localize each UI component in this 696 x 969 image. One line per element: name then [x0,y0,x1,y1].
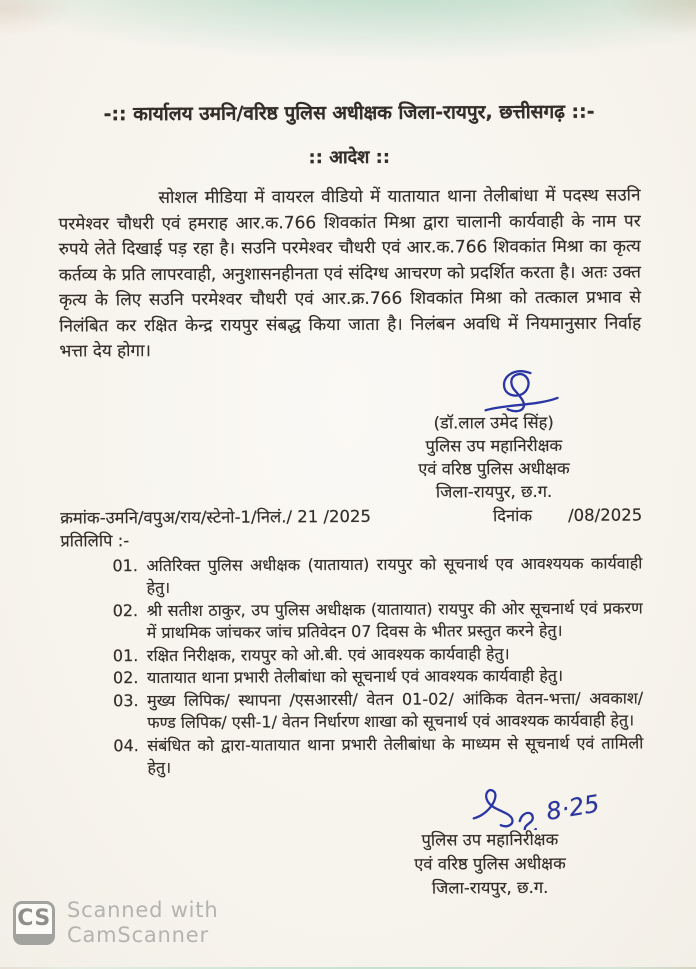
list-item-number: 04. [113,735,147,780]
date-group [493,504,642,527]
list-item [113,732,643,780]
copy-list [60,552,643,780]
list-item [113,664,643,689]
list-item-text: रक्षित निरीक्षक, रायपुर को ओ.बी. एवं आवश्यक कार्यवाही हेतु। [147,642,643,667]
signatory2-title-2: एवं वरिष्ठ पुलिस अधीक्षक [350,851,630,876]
camscanner-logo-text: CS [17,904,50,934]
copy-to-heading: प्रतिलिपि :- [60,527,642,552]
signature-date-text: 8·25 [544,789,601,825]
camscanner-logo-bar [15,934,53,943]
order-body-paragraph: सोशल मीडिया में वायरल वीडियो में यातायात थाना तेलीबांधा में पदस्थ सउनि परमेश्वर चौधरी एवं हमराह आर.क.766 शिवकांत मिश्रा द्वारा चालानी कार्यवाही के नाम पर रुपये लेते दिखाई पड़ रहा है। सउनि परमेश्वर चौधरी एवं आर.क.766 शिवकांत मिश्रा का कृत्य कर्तव्य के प्रति लापरवाही, अनुशासनहीनता एवं संदिग्ध आचरण को प्रदर्शित करता है। अतः उक्त कृत्य के लिए सउनि परमेश्वर चौधरी एवं आर.क्र.766 शिवकांत मिश्रा को तत्काल प्रभाव से निलंबित कर रक्षित केन्द्र रायपुर संबद्ध किया जाता है। निलंबन अवधि में नियमानुसार निर्वाह भत्ता देय होगा। [58,183,641,365]
list-item [113,642,643,667]
reference-row [60,504,642,529]
signature-ink-icon [468,783,618,830]
order-title: :: आदेश :: [58,144,640,170]
office-header: -:: कार्यालय उमनि/वरिष्ठ पुलिस अधीक्षक जिला-रायपुर, छत्तीसगढ़ ::- [58,98,640,127]
signature-block-2 [350,783,631,900]
date-label: दिनांक [493,506,532,525]
list-item [113,687,643,735]
camscanner-logo-icon [13,901,55,945]
signatory1-title-1: पुलिस उप महानिरीक्षक [354,433,634,457]
list-item-text: यातायात थाना प्रभारी तेलीबांधा को सूचनार्थ एवं आवश्यक कार्यवाही हेतु। [147,664,643,689]
list-item-text: संबंधित को द्वारा-यातायात थाना प्रभारी तेलीबांधा के माध्यम से सूचनार्थ एवं तामिली हेतु। [147,732,643,780]
watermark-line-1: Scanned with [67,898,218,923]
list-item-number: 03. [113,690,147,735]
list-item [112,552,642,600]
signature-ink-icon [473,366,565,414]
watermark-text [67,898,218,948]
list-item-text: मुख्य लिपिक/ स्थापना /एसआरसी/ वेतन 01-02/ आंकिक वेतन-भत्ता/ अवकाश/ फण्ड लिपिक/ एसी-1/ वेतन निर्धारण शाखा को सूचनार्थ एवं आवश्यक कार्यवाही हेतु। [147,687,643,735]
list-item-text: अतिरिक्त पुलिस अधीक्षक (यातायात) रायपुर को सूचनार्थ एव आवश्ययक कार्यवाही हेतु। [146,552,642,600]
signatory1-title-3: जिला-रायपुर, छ.ग. [354,479,634,503]
list-item-number: 02. [113,600,147,645]
list-item-number: 01. [113,645,147,668]
date-value: /08/2025 [568,505,642,524]
signatory-name: (डॉ.लाल उमेद सिंह) [354,410,634,434]
list-item-number: 01. [112,555,146,600]
watermark-line-2: CamScanner [67,923,218,948]
reference-number: क्रमांक-उमनि/वपुअ/राय/स्टेनो-1/निलं./ 21 /2025 [60,505,371,529]
signatory2-title-3: जिला-रायपुर, छ.ग. [350,875,630,900]
signatory1-title-2: एवं वरिष्ठ पुलिस अधीक्षक [354,456,634,480]
list-item-number: 02. [113,667,147,690]
list-item-text: श्री सतीश ठाकुर, उप पुलिस अधीक्षक (यातायात) रायपुर की ओर सूचनार्थ एवं प्रकरण में प्राथमिक जांचकर जांच प्रतिवेदन 07 दिवस के भीतर प्रस्तुत करने हेतु। [147,597,643,645]
signature-block-1 [353,366,634,503]
signatory2-title-1: पुलिस उप महानिरीक्षक [350,827,630,852]
camscanner-watermark [13,898,218,948]
list-item [113,597,643,645]
